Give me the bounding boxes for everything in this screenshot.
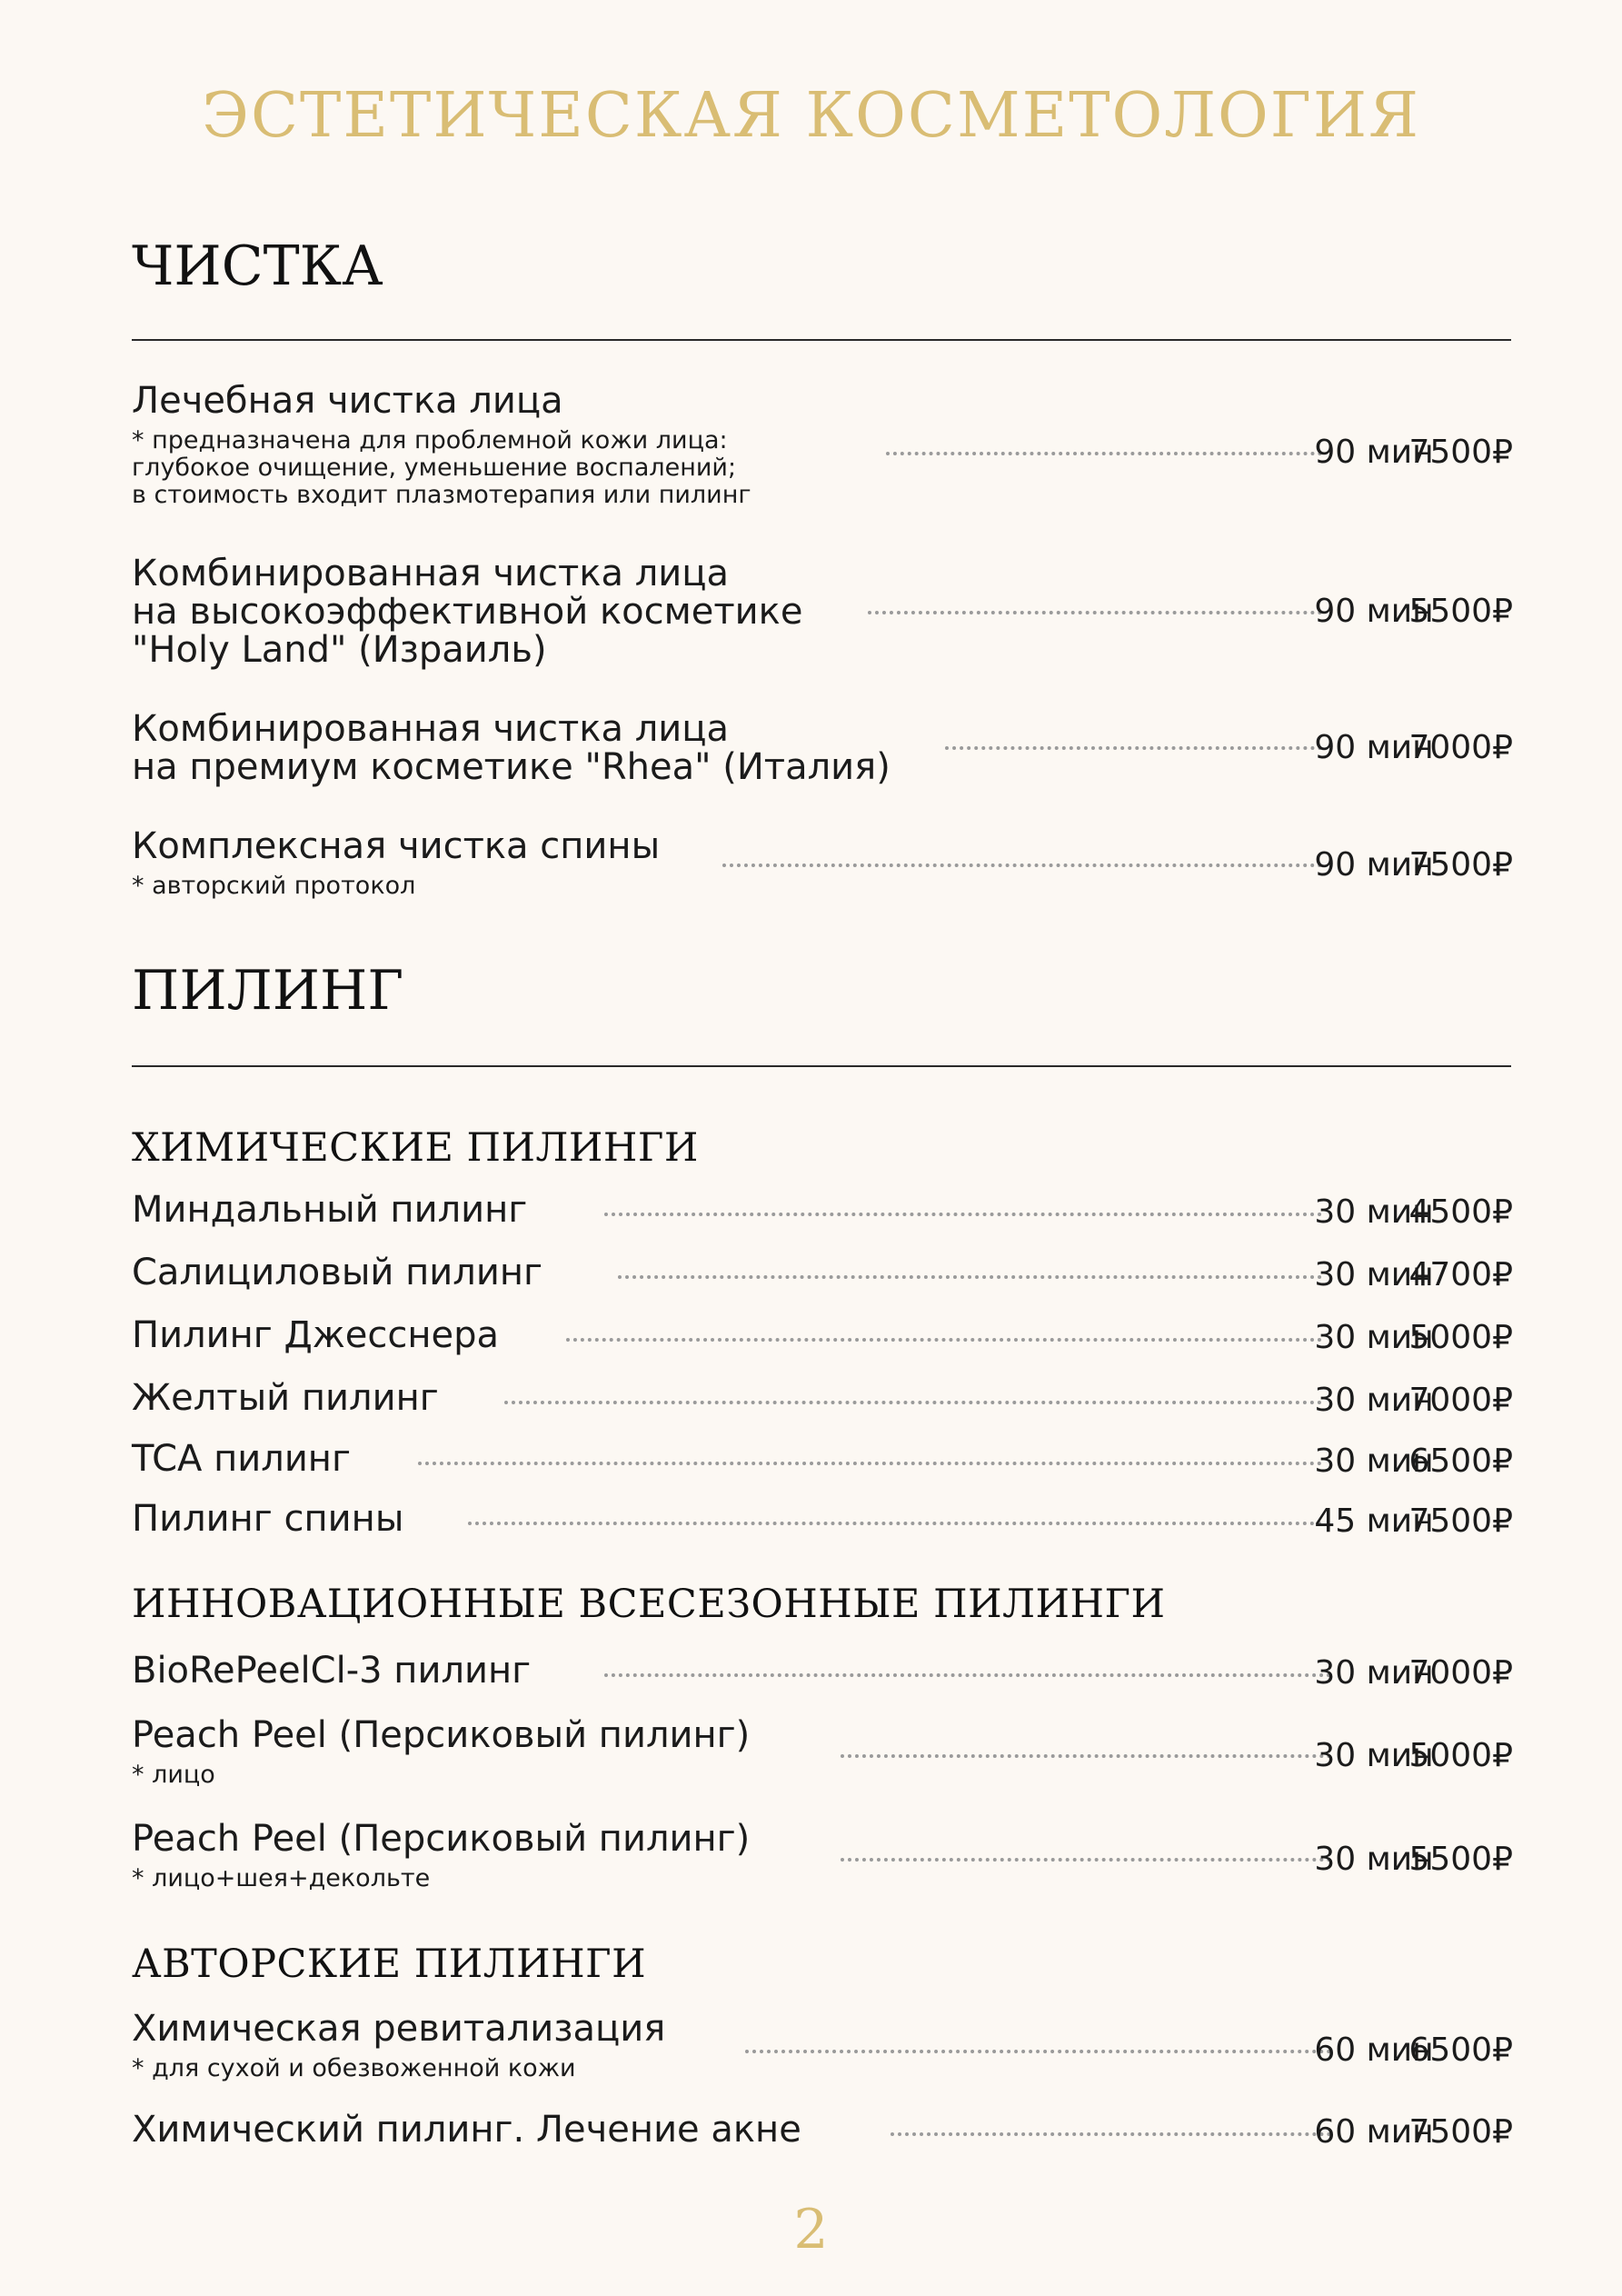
service-duration: 45 мин: [1314, 1502, 1434, 1540]
page-number: 2: [793, 2198, 829, 2261]
service-price: 7000₽: [1408, 729, 1513, 766]
service-duration: 30 мин: [1314, 1442, 1434, 1480]
service-price: 6500₽: [1408, 1442, 1513, 1480]
price-item: [132, 1716, 1513, 1798]
service-note: * лицо: [132, 1761, 215, 1789]
service-name: Peach Peel (Персиковый пилинг): [132, 1714, 751, 1756]
service-duration: 30 мин: [1314, 1319, 1434, 1356]
service-note: * авторский протокол: [132, 872, 416, 900]
service-duration: 30 мин: [1314, 1737, 1434, 1774]
service-duration: 90 мин: [1314, 434, 1434, 471]
leader-dots: [618, 1275, 1322, 1279]
service-name: Желтый пилинг: [132, 1377, 439, 1419]
service-name: Комплексная чистка спины: [132, 825, 661, 867]
leader-dots: [868, 611, 1322, 614]
service-name: Миндальный пилинг: [132, 1189, 528, 1231]
service-price: 7500₽: [1408, 846, 1513, 883]
service-duration: 60 мин: [1314, 2113, 1434, 2151]
service-name: Химический пилинг. Лечение акне: [132, 2109, 801, 2151]
leader-dots: [604, 1213, 1322, 1216]
service-duration: 30 мин: [1314, 1382, 1434, 1419]
service-name: Лечебная чистка лица: [132, 380, 563, 422]
service-duration: 30 мин: [1314, 1841, 1434, 1878]
service-name: Комбинированная чистка лица на высокоэффективной косметике "Holy Land" (Израиль): [132, 553, 803, 671]
service-name: Химическая ревитализация: [132, 2008, 666, 2050]
service-name: Комбинированная чистка лица на премиум косметике "Rhea" (Италия): [132, 708, 891, 788]
service-name: TCA пилинг: [132, 1438, 351, 1480]
service-duration: 90 мин: [1314, 846, 1434, 883]
leader-dots: [945, 746, 1322, 750]
service-price: 7500₽: [1408, 1502, 1513, 1540]
leader-dots: [891, 2132, 1331, 2136]
price-item: [132, 1500, 1513, 1543]
service-price: 7500₽: [1408, 2113, 1513, 2151]
price-item: [132, 1440, 1513, 1483]
service-price: 7500₽: [1408, 434, 1513, 471]
service-name: BioRePeelCl-3 пилинг: [132, 1650, 532, 1692]
section-divider: [132, 1065, 1511, 1067]
group-title-author: АВТОРСКИЕ ПИЛИНГИ: [132, 1942, 647, 1987]
leader-dots: [566, 1338, 1322, 1342]
price-item: [132, 827, 1513, 909]
price-item: [132, 1253, 1513, 1297]
price-item: [132, 382, 1513, 518]
service-duration: 30 мин: [1314, 1193, 1434, 1231]
leader-dots: [418, 1462, 1322, 1465]
service-price: 5500₽: [1408, 593, 1513, 630]
price-item: [132, 2111, 1513, 2154]
section-title-cleaning: ЧИСТКА: [132, 235, 383, 298]
price-item: [132, 2010, 1513, 2091]
section-divider: [132, 339, 1511, 341]
leader-dots: [604, 1673, 1331, 1677]
page-title: ЭСТЕТИЧЕСКАЯ КОСМЕТОЛОГИЯ: [201, 80, 1421, 152]
price-item: [132, 1379, 1513, 1423]
leader-dots: [841, 1754, 1331, 1758]
service-note: * для сухой и обезвоженной кожи: [132, 2054, 576, 2082]
service-price: 6500₽: [1408, 2031, 1513, 2069]
service-price: 7000₽: [1408, 1654, 1513, 1692]
price-item: [132, 1820, 1513, 1902]
section-title-peeling: ПИЛИНГ: [132, 959, 404, 1023]
leader-dots: [841, 1858, 1331, 1862]
leader-dots: [722, 863, 1322, 867]
service-name: Peach Peel (Персиковый пилинг): [132, 1818, 751, 1860]
price-item: [132, 1652, 1513, 1695]
service-name: Пилинг Джесснера: [132, 1314, 500, 1356]
service-note: * предназначена для проблемной кожи лица: глубокое очищение, уменьшение воспалений; в стоимость входит плазмотерапия или пилинг: [132, 426, 751, 509]
service-price: 4700₽: [1408, 1256, 1513, 1293]
service-price: 4500₽: [1408, 1193, 1513, 1231]
leader-dots: [468, 1522, 1322, 1525]
service-duration: 30 мин: [1314, 1654, 1434, 1692]
service-name: Пилинг спины: [132, 1498, 404, 1540]
service-price: 5500₽: [1408, 1841, 1513, 1878]
group-title-innovative: ИННОВАЦИОННЫЕ ВСЕСЕЗОННЫЕ ПИЛИНГИ: [132, 1582, 1166, 1627]
service-price: 7000₽: [1408, 1382, 1513, 1419]
service-duration: 90 мин: [1314, 593, 1434, 630]
price-item: [132, 710, 1513, 792]
price-item: [132, 554, 1513, 673]
service-price: 5000₽: [1408, 1319, 1513, 1356]
leader-dots: [886, 452, 1322, 455]
leader-dots: [504, 1401, 1322, 1404]
service-duration: 30 мин: [1314, 1256, 1434, 1293]
service-duration: 90 мин: [1314, 729, 1434, 766]
leader-dots: [745, 2050, 1331, 2053]
service-duration: 60 мин: [1314, 2031, 1434, 2069]
service-note: * лицо+шея+декольте: [132, 1864, 431, 1892]
price-item: [132, 1191, 1513, 1234]
group-title-chemical: ХИМИЧЕСКИЕ ПИЛИНГИ: [132, 1125, 699, 1171]
price-item: [132, 1316, 1513, 1360]
service-name: Салициловый пилинг: [132, 1252, 543, 1293]
service-price: 5000₽: [1408, 1737, 1513, 1774]
